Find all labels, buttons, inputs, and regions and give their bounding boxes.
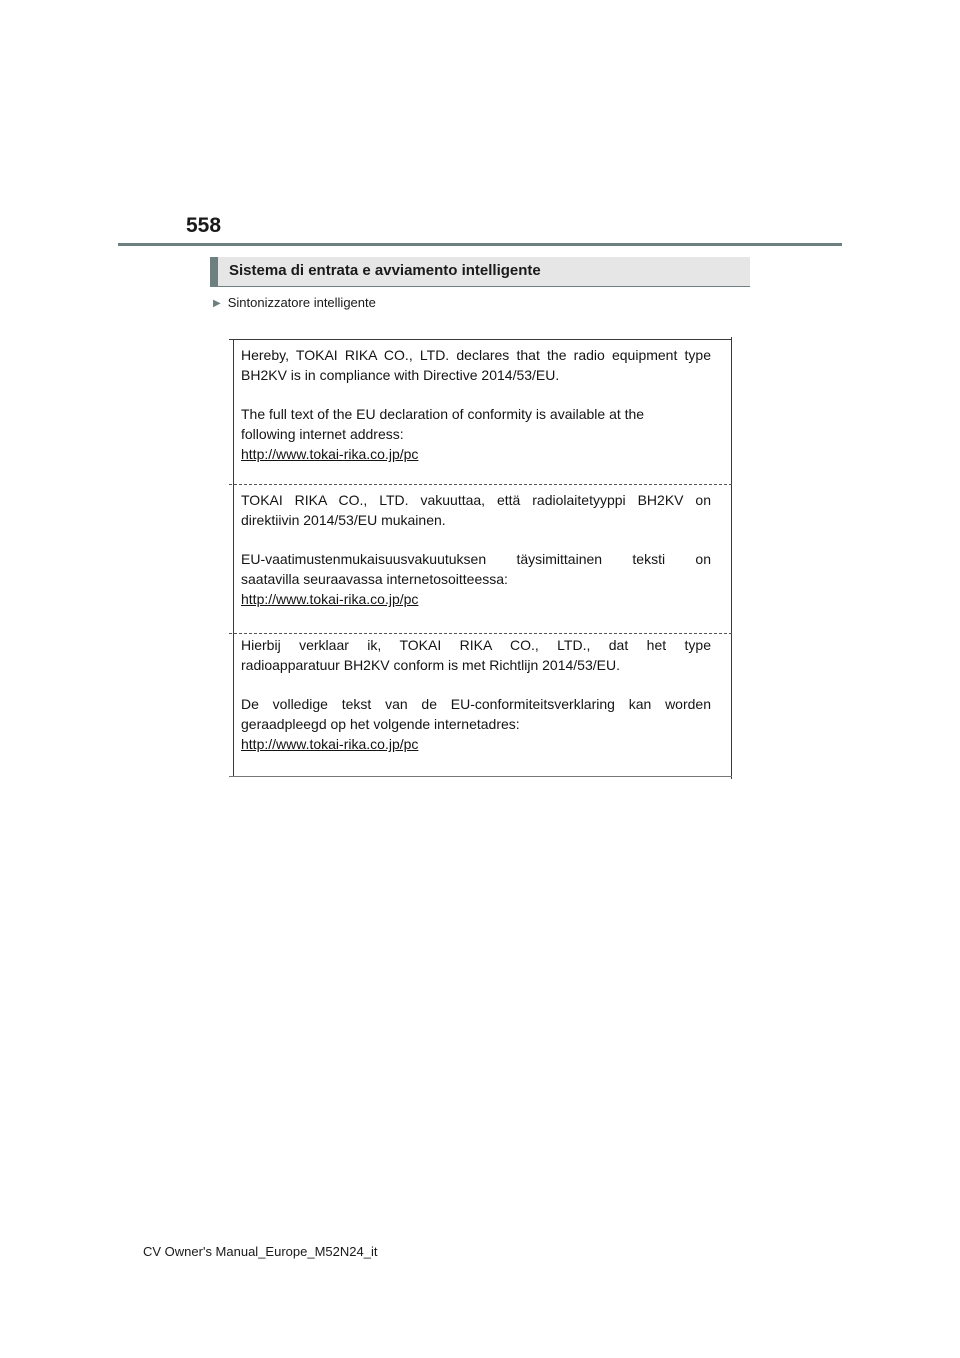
- finnish-line-4: saatavilla seuraavassa internetosoitteessa:: [241, 571, 508, 587]
- declaration-dutch: [241, 635, 711, 754]
- frame-bottom-line: [229, 776, 732, 777]
- footer-text: CV Owner's Manual_Europe_M52N24_it: [143, 1244, 378, 1259]
- dutch-url-link[interactable]: http://www.tokai-rika.co.jp/pc: [241, 736, 419, 752]
- dutch-line-1: Hierbij verklaar ik, TOKAI RIKA CO., LTD., dat het type: [241, 637, 711, 653]
- subheading-label: Sintonizzatore intelligente: [227, 295, 376, 310]
- frame-right-line: [731, 337, 732, 779]
- english-url-link[interactable]: http://www.tokai-rika.co.jp/pc: [241, 446, 419, 462]
- english-line-4: following internet address:: [241, 426, 404, 442]
- finnish-line-2: direktiivin 2014/53/EU mukainen.: [241, 512, 446, 528]
- finnish-line-1: TOKAI RIKA CO., LTD. vakuuttaa, että radiolaitetyyppi BH2KV on: [241, 492, 711, 508]
- triangle-right-icon: ▶: [213, 298, 221, 309]
- section-accent-bar: [210, 257, 218, 287]
- section-header: [210, 257, 750, 287]
- dutch-line-4: geraadpleegd op het volgende internetadres:: [241, 716, 520, 732]
- page-number: 558: [186, 214, 222, 237]
- header-rule: [118, 243, 842, 246]
- declaration-finnish: [241, 490, 711, 609]
- section-title: Sistema di entrata e avviamento intelligente: [229, 262, 541, 279]
- declaration-of-conformity-image: [229, 337, 733, 779]
- english-line-3: The full text of the EU declaration of conformity is available at the: [241, 406, 645, 422]
- dutch-line-3: De volledige tekst van de EU-conformiteitsverklaring kan worden: [241, 696, 711, 712]
- english-line-1: Hereby, TOKAI RIKA CO., LTD. declares that the radio equipment type: [241, 347, 711, 363]
- dutch-line-2: radioapparatuur BH2KV conform is met Richtlijn 2014/53/EU.: [241, 657, 620, 673]
- divider-2: [229, 633, 732, 634]
- english-line-2: BH2KV is in compliance with Directive 2014/53/EU.: [241, 367, 560, 383]
- declaration-english: [241, 345, 711, 464]
- frame-top-line: [229, 339, 732, 340]
- frame-left-line: [233, 339, 234, 777]
- subheading: [213, 295, 376, 310]
- divider-1: [229, 484, 732, 485]
- finnish-url-link[interactable]: http://www.tokai-rika.co.jp/pc: [241, 591, 419, 607]
- finnish-line-3: EU-vaatimustenmukaisuusvakuutuksen täysimittainen teksti on: [241, 551, 711, 567]
